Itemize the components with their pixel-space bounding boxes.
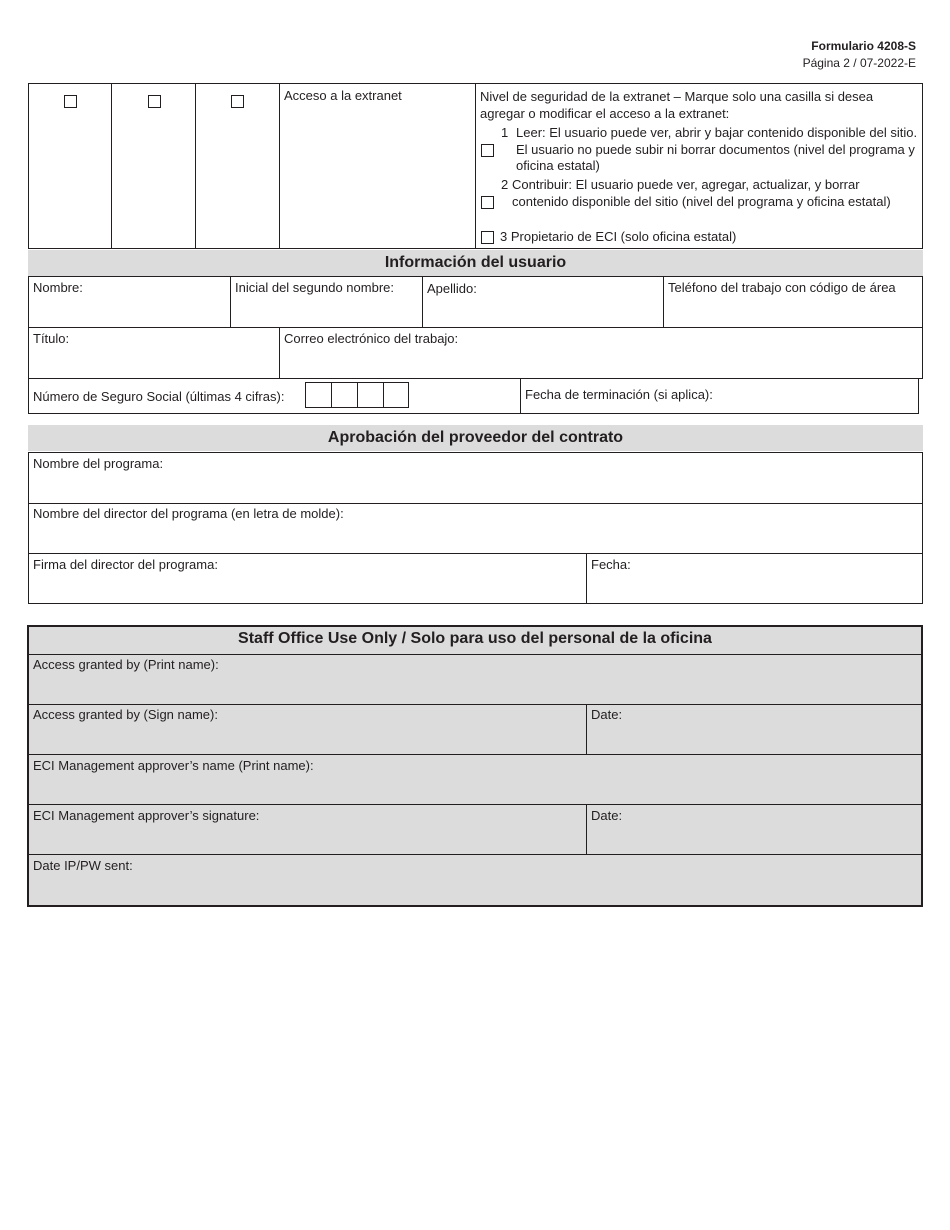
divider [475, 83, 476, 249]
divider [279, 327, 280, 379]
access-checkbox-1[interactable] [64, 95, 77, 108]
user-info-header: Información del usuario [28, 250, 923, 276]
divider [28, 503, 923, 504]
divider [586, 804, 587, 854]
ssn-digit-3-input[interactable] [358, 383, 383, 407]
ssn-digit-2-input[interactable] [332, 383, 357, 407]
ssn-label: Número de Seguro Social (últimas 4 cifras): [33, 389, 285, 404]
approval-table [28, 452, 923, 604]
divider [28, 854, 922, 855]
security-option-3: 3 Propietario de ECI (solo oficina estatal) [500, 229, 737, 244]
access-checkbox-2[interactable] [148, 95, 161, 108]
staff-office-header: Staff Office Use Only / Solo para uso del personal de la oficina [238, 630, 712, 647]
divider [586, 553, 587, 604]
staff-date-field-2[interactable]: Date: [591, 808, 623, 823]
security-option-1-checkbox[interactable] [481, 144, 494, 157]
director-name-field[interactable]: Nombre del director del programa (en letra de molde): [33, 506, 344, 521]
divider [663, 276, 664, 328]
divider [28, 704, 922, 705]
approver-name-field[interactable]: ECI Management approver’s name (Print name): [33, 758, 314, 773]
form-number: Formulario 4208-S [811, 39, 916, 53]
security-intro: Nivel de seguridad de la extranet – Marque solo una casilla si desea agregar o modificar el acceso a la extranet: [480, 89, 874, 121]
first-name-field[interactable]: Nombre: [33, 280, 83, 295]
divider [520, 378, 521, 414]
divider [279, 83, 280, 249]
divider [28, 804, 922, 805]
divider [111, 83, 112, 249]
work-phone-field[interactable]: Teléfono del trabajo con código de área [668, 280, 896, 295]
divider [28, 553, 923, 554]
program-name-field[interactable]: Nombre del programa: [33, 456, 164, 471]
security-option-2-checkbox[interactable] [481, 196, 494, 209]
extranet-access-label: Acceso a la extranet [284, 88, 402, 103]
option-1-text: Leer: El usuario puede ver, abrir y bajar contenido disponible del sitio. El usuario no puede subir ni borrar documentos (nivel del programa y oficina estatal) [516, 125, 918, 173]
ip-pw-sent-field[interactable]: Date IP/PW sent: [33, 858, 133, 873]
termination-date-field[interactable]: Fecha de terminación (si aplica): [525, 387, 713, 402]
approval-header: Aprobación del proveedor del contrato [28, 425, 923, 451]
access-checkbox-3[interactable] [231, 95, 244, 108]
security-option-2 [501, 177, 921, 229]
divider [28, 654, 922, 655]
middle-initial-field[interactable]: Inicial del segundo nombre: [235, 280, 394, 295]
work-email-field[interactable]: Correo electrónico del trabajo: [284, 331, 459, 346]
user-info-row-2 [28, 327, 923, 379]
divider [422, 276, 423, 328]
divider [195, 83, 196, 249]
job-title-field[interactable]: Título: [33, 331, 70, 346]
page-info: Página 2 / 07-2022-E [802, 56, 916, 70]
security-option-3-checkbox[interactable] [481, 231, 494, 244]
ssn-digit-4-input[interactable] [384, 383, 408, 407]
granted-print-field[interactable]: Access granted by (Print name): [33, 657, 219, 672]
divider [586, 704, 587, 754]
granted-sign-field[interactable]: Access granted by (Sign name): [33, 707, 218, 722]
divider [230, 276, 231, 328]
option-2-text: Contribuir: El usuario puede ver, agregar, actualizar, y borrar contenido disponible del sitio (nivel del programa y oficina estatal) [512, 177, 891, 209]
option-1-number: 1 [501, 125, 509, 140]
divider [28, 754, 922, 755]
option-2-number: 2 [501, 177, 509, 192]
approval-date-field[interactable]: Fecha: [591, 557, 631, 572]
approver-signature-field[interactable]: ECI Management approver’s signature: [33, 808, 260, 823]
director-signature-field[interactable]: Firma del director del programa: [33, 557, 218, 572]
staff-date-field-1[interactable]: Date: [591, 707, 623, 722]
security-option-1 [501, 125, 921, 177]
last-name-field[interactable]: Apellido: [427, 281, 477, 296]
ssn-digit-1-input[interactable] [306, 383, 331, 407]
